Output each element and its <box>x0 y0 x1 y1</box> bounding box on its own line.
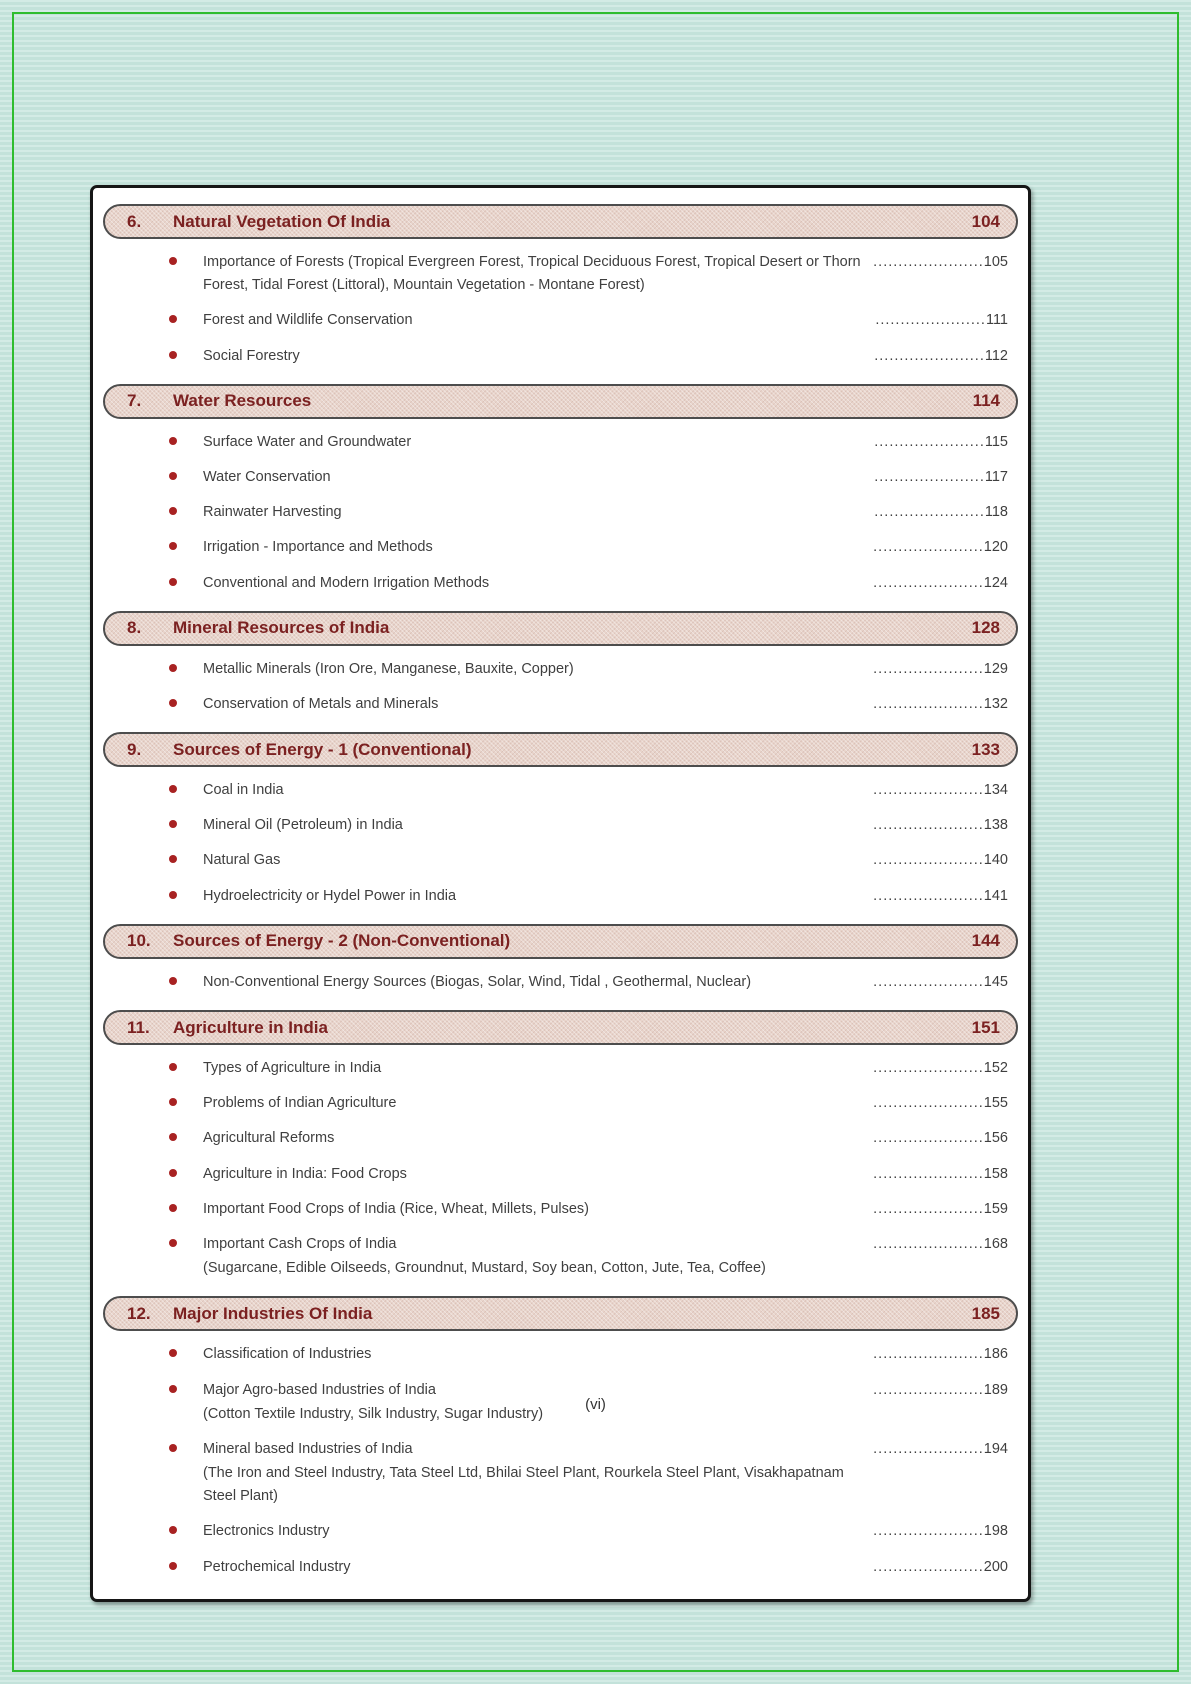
toc-entry-leader <box>873 1556 1008 1579</box>
toc-entry-leader <box>873 814 1008 837</box>
toc-entry-text-wrap <box>203 658 873 681</box>
chapter-title: Major Industries Of India <box>173 1303 373 1323</box>
toc-entry-page-number: 118 <box>984 504 1008 521</box>
toc-chapter <box>99 1296 1022 1585</box>
chapter-title: Water Resources <box>173 391 312 411</box>
bullet-icon <box>169 1562 177 1570</box>
toc-entry-text-wrap <box>203 1438 873 1509</box>
chapter-page-number: 144 <box>971 931 1000 951</box>
chapter-header-bar <box>103 611 1018 646</box>
toc-entry-page-number: 156 <box>983 1130 1008 1147</box>
toc-entry-text-wrap <box>203 1233 873 1280</box>
toc-entry-text-wrap <box>203 1556 873 1579</box>
leader-dots: ...................... <box>873 1165 984 1182</box>
toc-entry-page-number: 115 <box>984 433 1008 450</box>
toc-list <box>99 204 1022 1585</box>
toc-entry-text-wrap <box>203 431 874 454</box>
bullet-icon <box>169 1385 177 1393</box>
chapter-items <box>99 773 1022 914</box>
leader-dots: ...................... <box>873 539 984 556</box>
toc-entry-page-number: 198 <box>983 1523 1008 1540</box>
toc-entry-text-wrap <box>203 1520 873 1543</box>
leader-dots: ...................... <box>873 1558 984 1575</box>
toc-entry <box>99 495 1022 530</box>
toc-entry <box>99 1514 1022 1549</box>
bullet-icon <box>169 507 177 515</box>
bullet-icon <box>169 1444 177 1452</box>
toc-entry-text: Mineral based Industries of India <box>203 1440 413 1457</box>
toc-entry-text: Hydroelectricity or Hydel Power in India <box>203 887 457 904</box>
chapter-page-number: 114 <box>972 391 1000 411</box>
toc-entry-note: (Sugarcane, Edible Oilseeds, Groundnut, Mustard, Soy bean, Cotton, Jute, Tea, Coffee) <box>203 1260 766 1277</box>
bullet-icon <box>169 315 177 323</box>
chapter-header-bar <box>103 204 1018 239</box>
bullet-icon <box>169 472 177 480</box>
toc-entry <box>99 1550 1022 1585</box>
chapter-items <box>99 1051 1022 1286</box>
chapter-items <box>99 245 1022 374</box>
bullet-icon <box>169 1526 177 1534</box>
chapter-title: Sources of Energy - 1 (Conventional) <box>173 739 472 759</box>
toc-entry <box>99 1121 1022 1156</box>
bullet-icon <box>169 855 177 863</box>
toc-entry-text-wrap <box>203 1057 873 1080</box>
toc-entry-leader <box>873 1233 1008 1256</box>
leader-dots: ...................... <box>873 1200 984 1217</box>
chapter-title: Agriculture in India <box>173 1017 328 1037</box>
leader-dots: ...................... <box>873 1346 984 1363</box>
leader-dots: ...................... <box>873 782 984 799</box>
toc-entry-page-number: 200 <box>983 1558 1008 1575</box>
toc-entry-text-wrap <box>203 814 873 837</box>
bullet-icon <box>169 891 177 899</box>
toc-entry-note: (The Iron and Steel Industry, Tata Steel Ltd, Bhilai Steel Plant, Rourkela Steel Plant, Visakhapatnam Steel Plant) <box>203 1465 844 1505</box>
toc-entry-note: (Cotton Textile Industry, Silk Industry, Sugar Industry) <box>203 1405 544 1422</box>
bullet-icon <box>169 1098 177 1106</box>
toc-entry <box>99 303 1022 338</box>
toc-entry-text: Mineral Oil (Petroleum) in India <box>203 817 403 834</box>
toc-entry-text: Irrigation - Importance and Methods <box>203 539 433 556</box>
toc-entry <box>99 1157 1022 1192</box>
toc-entry <box>99 245 1022 303</box>
toc-entry-leader <box>873 1343 1008 1366</box>
toc-entry-page-number: 120 <box>983 539 1008 556</box>
toc-entry <box>99 1337 1022 1372</box>
toc-chapter <box>99 924 1022 1000</box>
toc-entry-text: Metallic Minerals (Iron Ore, Manganese, Bauxite, Copper) <box>203 660 574 677</box>
toc-entry-leader <box>873 1092 1008 1115</box>
toc-entry-text-wrap <box>203 1092 873 1115</box>
leader-dots: ...................... <box>873 1095 984 1112</box>
toc-entry-leader <box>875 309 1008 332</box>
page-number-footer: (vi) <box>585 1396 606 1413</box>
toc-entry-leader <box>873 1057 1008 1080</box>
toc-entry-page-number: 168 <box>983 1235 1008 1252</box>
bullet-icon <box>169 437 177 445</box>
chapter-page-number: 151 <box>971 1017 1000 1037</box>
toc-entry <box>99 965 1022 1000</box>
chapter-title: Mineral Resources of India <box>173 618 390 638</box>
leader-dots: ...................... <box>873 887 984 904</box>
chapter-header-bar <box>103 384 1018 419</box>
toc-entry-page-number: 134 <box>983 782 1008 799</box>
toc-entry-leader <box>873 1438 1008 1461</box>
toc-entry <box>99 687 1022 722</box>
toc-entry-text-wrap <box>203 309 875 332</box>
leader-dots: ...................... <box>873 1130 984 1147</box>
toc-entry <box>99 1192 1022 1227</box>
toc-entry-leader <box>873 1198 1008 1221</box>
bullet-icon <box>169 1239 177 1247</box>
chapter-header-bar <box>103 1010 1018 1045</box>
toc-entry-leader <box>874 345 1008 368</box>
toc-entry-text: Important Cash Crops of India <box>203 1235 397 1252</box>
toc-entry-leader <box>873 572 1008 595</box>
chapter-page-number: 104 <box>971 211 1000 231</box>
leader-dots: ...................... <box>873 1381 984 1398</box>
chapter-number: 6. <box>127 211 142 231</box>
leader-dots: ...................... <box>874 468 985 485</box>
toc-entry-text-wrap <box>203 849 873 872</box>
bullet-icon <box>169 351 177 359</box>
bullet-icon <box>169 542 177 550</box>
toc-entry-leader <box>873 658 1008 681</box>
toc-entry-page-number: 189 <box>983 1381 1008 1398</box>
toc-entry-page-number: 105 <box>983 254 1008 270</box>
leader-dots: ...................... <box>873 1440 984 1457</box>
toc-entry-leader <box>873 693 1008 716</box>
chapter-header-bar <box>103 732 1018 767</box>
toc-entry-text-wrap <box>203 885 873 908</box>
toc-entry-leader <box>873 1520 1008 1543</box>
toc-entry-page-number: 112 <box>984 347 1008 364</box>
toc-entry-page-number: 111 <box>985 312 1008 329</box>
toc-entry-text: Forest and Wildlife Conservation <box>203 312 413 329</box>
toc-entry-page-number: 145 <box>983 973 1008 990</box>
toc-entry <box>99 652 1022 687</box>
toc-chapter <box>99 611 1022 722</box>
toc-entry-text: Surface Water and Groundwater <box>203 433 412 450</box>
toc-entry-text-wrap <box>203 466 874 489</box>
toc-entry <box>99 425 1022 460</box>
toc-entry <box>99 460 1022 495</box>
toc-chapter <box>99 732 1022 914</box>
toc-entry <box>99 1227 1022 1286</box>
chapter-number: 7. <box>127 391 142 411</box>
toc-entry-leader <box>874 501 1008 524</box>
bullet-icon <box>169 257 177 265</box>
toc-entry-text: Conservation of Metals and Minerals <box>203 695 439 712</box>
chapter-number: 10. <box>127 931 151 951</box>
leader-dots: ...................... <box>874 504 985 521</box>
chapter-items <box>99 652 1022 722</box>
toc-entry-leader <box>873 779 1008 802</box>
toc-entry-page-number: 141 <box>983 887 1008 904</box>
toc-entry-text: Agriculture in India: Food Crops <box>203 1165 407 1182</box>
toc-entry-page-number: 152 <box>983 1060 1008 1076</box>
leader-dots: ...................... <box>873 574 984 591</box>
toc-entry-page-number: 155 <box>983 1095 1008 1112</box>
toc-entry <box>99 1051 1022 1086</box>
toc-entry-text-wrap <box>203 971 873 994</box>
chapter-items <box>99 965 1022 1000</box>
toc-entry-text-wrap <box>203 1127 873 1150</box>
bullet-icon <box>169 1204 177 1212</box>
toc-entry-text-wrap <box>203 536 873 559</box>
toc-entry-text: Major Agro-based Industries of India <box>203 1381 436 1398</box>
toc-entry-text: Classification of Industries <box>203 1346 372 1363</box>
toc-entry-text: Agricultural Reforms <box>203 1130 335 1147</box>
chapter-items <box>99 425 1022 601</box>
toc-entry-leader <box>874 431 1008 454</box>
bullet-icon <box>169 1349 177 1357</box>
toc-entry-text-wrap <box>203 345 874 368</box>
toc-entry-page-number: 124 <box>983 574 1008 591</box>
leader-dots: ...................... <box>873 1235 984 1252</box>
chapter-title: Sources of Energy - 2 (Non-Conventional) <box>173 931 511 951</box>
bullet-icon <box>169 1169 177 1177</box>
toc-entry-text: Types of Agriculture in India <box>203 1060 382 1076</box>
toc-entry-text: Natural Gas <box>203 852 281 869</box>
chapter-number: 11. <box>127 1017 150 1037</box>
toc-entry-page-number: 159 <box>983 1200 1008 1217</box>
toc-entry <box>99 1432 1022 1515</box>
chapter-number: 9. <box>127 739 142 759</box>
leader-dots: ...................... <box>873 817 984 834</box>
leader-dots: ...................... <box>873 254 984 270</box>
toc-entry <box>99 1086 1022 1121</box>
chapter-title: Natural Vegetation Of India <box>173 211 391 231</box>
toc-entry-text-wrap <box>203 572 873 595</box>
toc-entry-text-wrap <box>203 501 874 524</box>
toc-entry-page-number: 138 <box>983 817 1008 834</box>
toc-entry-text: Water Conservation <box>203 468 331 485</box>
bullet-icon <box>169 785 177 793</box>
toc-chapter <box>99 204 1022 374</box>
leader-dots: ...................... <box>875 312 986 329</box>
toc-entry-text: Problems of Indian Agriculture <box>203 1095 397 1112</box>
toc-entry-text: Non-Conventional Energy Sources (Biogas, Solar, Wind, Tidal , Geothermal, Nuclear) <box>203 973 752 990</box>
toc-entry-text-wrap <box>203 1343 873 1366</box>
toc-entry <box>99 879 1022 914</box>
leader-dots: ...................... <box>873 695 984 712</box>
toc-entry-text-wrap <box>203 1198 873 1221</box>
chapter-page-number: 128 <box>971 618 1000 638</box>
toc-entry <box>99 773 1022 808</box>
bullet-icon <box>169 1133 177 1141</box>
toc-entry-leader <box>874 466 1008 489</box>
leader-dots: ...................... <box>874 347 985 364</box>
bullet-icon <box>169 1063 177 1071</box>
toc-entry-text-wrap <box>203 251 873 297</box>
leader-dots: ...................... <box>874 433 985 450</box>
chapter-number: 12. <box>127 1303 151 1323</box>
toc-entry-page-number: 117 <box>984 468 1008 485</box>
toc-entry-text: Conventional and Modern Irrigation Methods <box>203 574 490 591</box>
toc-entry-leader <box>873 536 1008 559</box>
toc-entry <box>99 339 1022 374</box>
toc-chapter <box>99 1010 1022 1286</box>
toc-entry-text-wrap <box>203 779 873 802</box>
table-of-contents-box <box>90 185 1031 1602</box>
chapter-page-number: 185 <box>971 1303 1000 1323</box>
bullet-icon <box>169 820 177 828</box>
toc-entry-leader <box>873 885 1008 908</box>
toc-entry-text: Coal in India <box>203 782 284 799</box>
toc-entry-text: Important Food Crops of India (Rice, Wheat, Millets, Pulses) <box>203 1200 590 1217</box>
toc-entry-text-wrap <box>203 693 873 716</box>
chapter-header-bar <box>103 924 1018 959</box>
chapter-header-bar <box>103 1296 1018 1331</box>
toc-entry <box>99 530 1022 565</box>
toc-entry-text: Importance of Forests (Tropical Evergreen Forest, Tropical Deciduous Forest, Tropical Desert or Thorn Forest, Tidal Forest (Littoral), Mountain Vegetation - Montane Forest) <box>203 254 861 294</box>
toc-entry-page-number: 132 <box>983 695 1008 712</box>
toc-entry-text: Petrochemical Industry <box>203 1558 351 1575</box>
chapter-number: 8. <box>127 618 142 638</box>
bullet-icon <box>169 664 177 672</box>
leader-dots: ...................... <box>873 852 984 869</box>
leader-dots: ...................... <box>873 1523 984 1540</box>
toc-entry-text: Social Forestry <box>203 347 300 364</box>
chapter-page-number: 133 <box>971 739 1000 759</box>
toc-entry-page-number: 158 <box>983 1165 1008 1182</box>
bullet-icon <box>169 699 177 707</box>
leader-dots: ...................... <box>873 973 984 990</box>
toc-chapter <box>99 384 1022 601</box>
toc-entry-leader <box>873 971 1008 994</box>
bullet-icon <box>169 977 177 985</box>
toc-entry-text: Electronics Industry <box>203 1523 330 1540</box>
toc-entry <box>99 843 1022 878</box>
toc-entry-leader <box>873 251 1008 274</box>
toc-entry-page-number: 194 <box>983 1440 1008 1457</box>
leader-dots: ...................... <box>873 660 984 677</box>
toc-entry-leader <box>873 1163 1008 1186</box>
leader-dots: ...................... <box>873 1060 984 1076</box>
toc-entry-page-number: 140 <box>983 852 1008 869</box>
bullet-icon <box>169 578 177 586</box>
toc-entry <box>99 566 1022 601</box>
toc-entry-page-number: 129 <box>983 660 1008 677</box>
toc-entry-text: Rainwater Harvesting <box>203 504 342 521</box>
chapter-items <box>99 1337 1022 1585</box>
toc-entry-leader <box>873 849 1008 872</box>
toc-entry-leader <box>873 1127 1008 1150</box>
toc-entry-page-number: 186 <box>983 1346 1008 1363</box>
toc-entry-text-wrap <box>203 1163 873 1186</box>
toc-entry <box>99 808 1022 843</box>
